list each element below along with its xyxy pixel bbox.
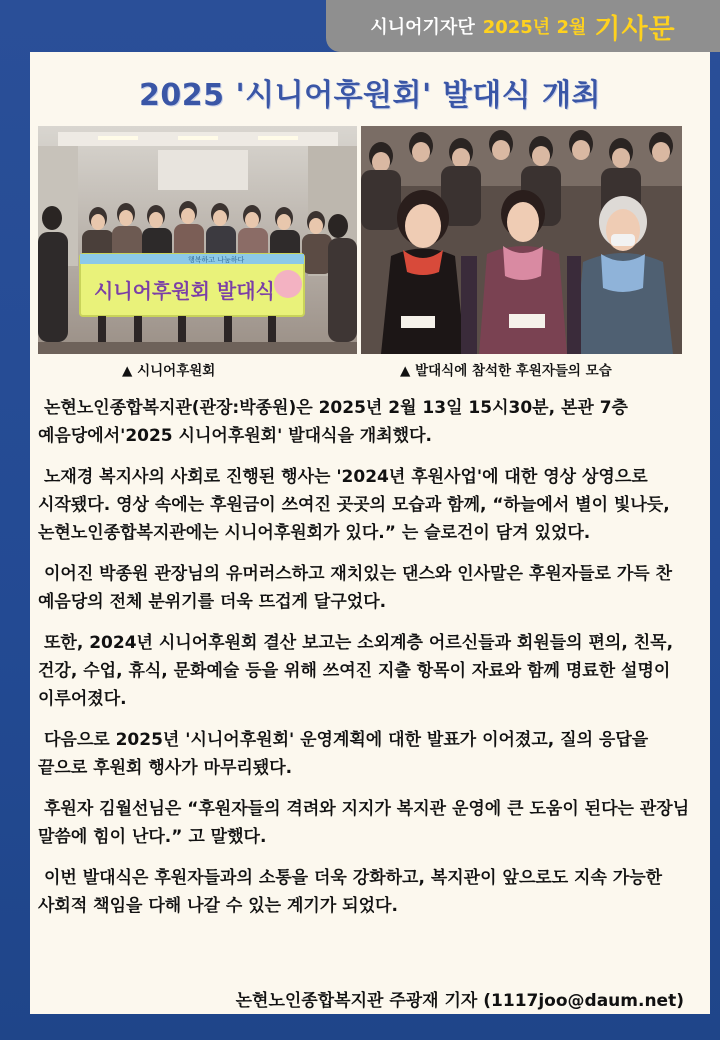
photo-caption-left: ▲ 시니어후원회 bbox=[122, 363, 216, 379]
header-org: 시니어기자단 bbox=[370, 17, 475, 38]
photo-caption-right: ▲ 발대식에 참석한 후원자들의 모습 bbox=[400, 363, 612, 379]
article-paragraph: 후원자 김월선님은 “후원자들의 격려와 지지가 복지관 운영에 큰 도움이 된다는 관장님 말씀에 힘이 난다.” 고 말했다. bbox=[38, 799, 690, 847]
group-photo bbox=[38, 126, 357, 354]
article-paragraph: 이어진 박종원 관장님의 유머러스하고 재치있는 댄스와 인사말은 후원자들로 가득 찬 예음당의 전체 분위기를 더욱 뜨겁게 달구었다. bbox=[38, 564, 673, 612]
article-body bbox=[38, 394, 690, 933]
banner-text: 시니어후원회 발대식 bbox=[94, 279, 275, 303]
article-paragraph: 이번 발대식은 후원자들과의 소통을 더욱 강화하고, 복지관이 앞으로도 지속 가능한 사회적 책임을 다해 나갈 수 있는 계기가 되었다. bbox=[38, 868, 663, 916]
article-paper bbox=[30, 52, 710, 1014]
header-kind: 기사문 bbox=[594, 13, 676, 45]
article-paragraph: 노재경 복지사의 사회로 진행된 행사는 '2024년 후원사업'에 대한 영상 상영으로 시작됐다. 영상 속에는 후원금이 쓰여진 곳곳의 모습과 함께, “하늘에서 별이 빛나듯, 논현노인종합복지관에는 시니어후원회가 있다.” 는 슬로건이 담겨 있었다. bbox=[38, 467, 670, 543]
header-tab bbox=[326, 0, 720, 52]
attendees-photo bbox=[361, 126, 682, 354]
article-paragraph: 다음으로 2025년 '시니어후원회' 운영계획에 대한 발표가 이어졌고, 질의 응답을 끝으로 후원회 행사가 마무리됐다. bbox=[38, 730, 649, 778]
article-title: 2025 '시니어후원회' 발대식 개최 bbox=[139, 78, 601, 113]
article-paragraph: 논현노인종합복지관(관장:박종원)은 2025년 2월 13일 15시30분, 본관 7층 예음당에서'2025 시니어후원회' 발대식을 개최했다. bbox=[38, 398, 628, 446]
article-paragraph: 또한, 2024년 시니어후원회 결산 보고는 소외계층 어르신들과 회원들의 편의, 친목, 건강, 수업, 휴식, 문화예술 등을 위해 쓰여진 지출 항목이 자료와 함께 명료한 설명이 이루어졌다. bbox=[38, 633, 674, 709]
banner-top-text: 행복하고 나눔하다 bbox=[188, 256, 245, 264]
header-issue: 2025년 2월 bbox=[482, 17, 587, 38]
article-byline: 논현노인종합복지관 주광재 기자 (1117joo@daum.net) bbox=[235, 991, 684, 1011]
